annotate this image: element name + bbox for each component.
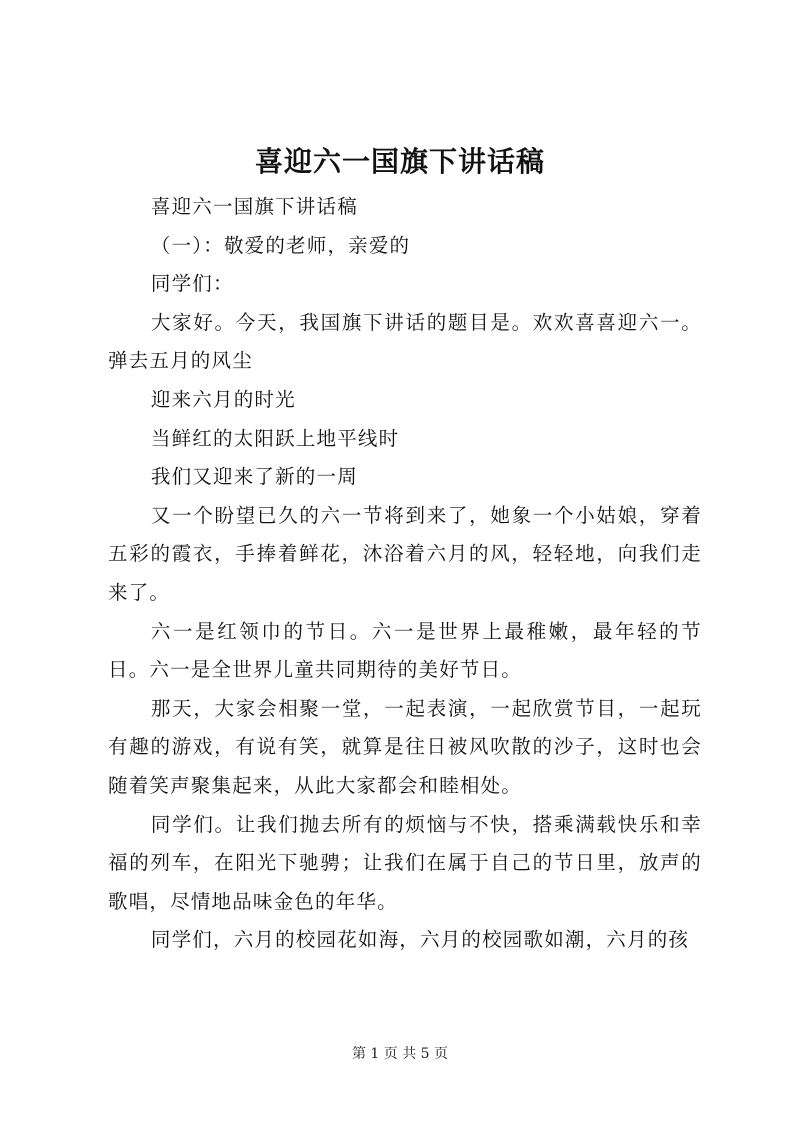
document-title: 喜迎六一国旗下讲话稿	[254, 145, 545, 178]
page-number-footer: 第 1 页 共 5 页	[351, 1046, 449, 1062]
paragraph-line-june: 迎来六月的时光	[150, 387, 296, 411]
paragraph-happiness: 同学们。让我们抛去所有的烦恼与不快，搭乘满载快乐和幸福的列车，在阳光下驰骋；让我们在属于自己的节日里，放声的歌唱，尽情地品味金色的年华。	[108, 812, 702, 913]
paragraph-greeting: 大家好。今天，我国旗下讲话的题目是。欢欢喜喜迎六一。弹去五月的风尘	[108, 310, 702, 373]
paragraph-red-scarf: 六一是红领巾的节日。六一是世界上最稚嫩，最年轻的节日。六一是全世界儿童共同期待的美好节日。	[108, 619, 702, 682]
document-body	[108, 188, 702, 960]
paragraph-children-day-arrives: 又一个盼望已久的六一节将到来了，她象一个小姑娘，穿着五彩的霞衣，手捧着鲜花，沐浴着六月的风，轻轻地，向我们走来了。	[108, 503, 702, 604]
paragraph-subtitle: 喜迎六一国旗下讲话稿	[150, 195, 358, 218]
paragraph-gathering: 那天，大家会相聚一堂，一起表演，一起欣赏节目，一起玩有趣的游戏，有说有笑，就算是往日被风吹散的沙子，这时也会随着笑声聚集起来，从此大家都会和睦相处。	[108, 696, 702, 797]
paragraph-salutation: （一）：敬爱的老师，亲爱的	[150, 233, 411, 257]
paragraph-campus: 同学们，六月的校园花如海，六月的校园歌如潮，六月的孩	[150, 928, 690, 952]
paragraph-classmates: 同学们：	[150, 272, 234, 296]
paragraph-line-sun: 当鲜红的太阳跃上地平线时	[150, 426, 400, 450]
paragraph-line-week: 我们又迎来了新的一周	[150, 465, 358, 489]
